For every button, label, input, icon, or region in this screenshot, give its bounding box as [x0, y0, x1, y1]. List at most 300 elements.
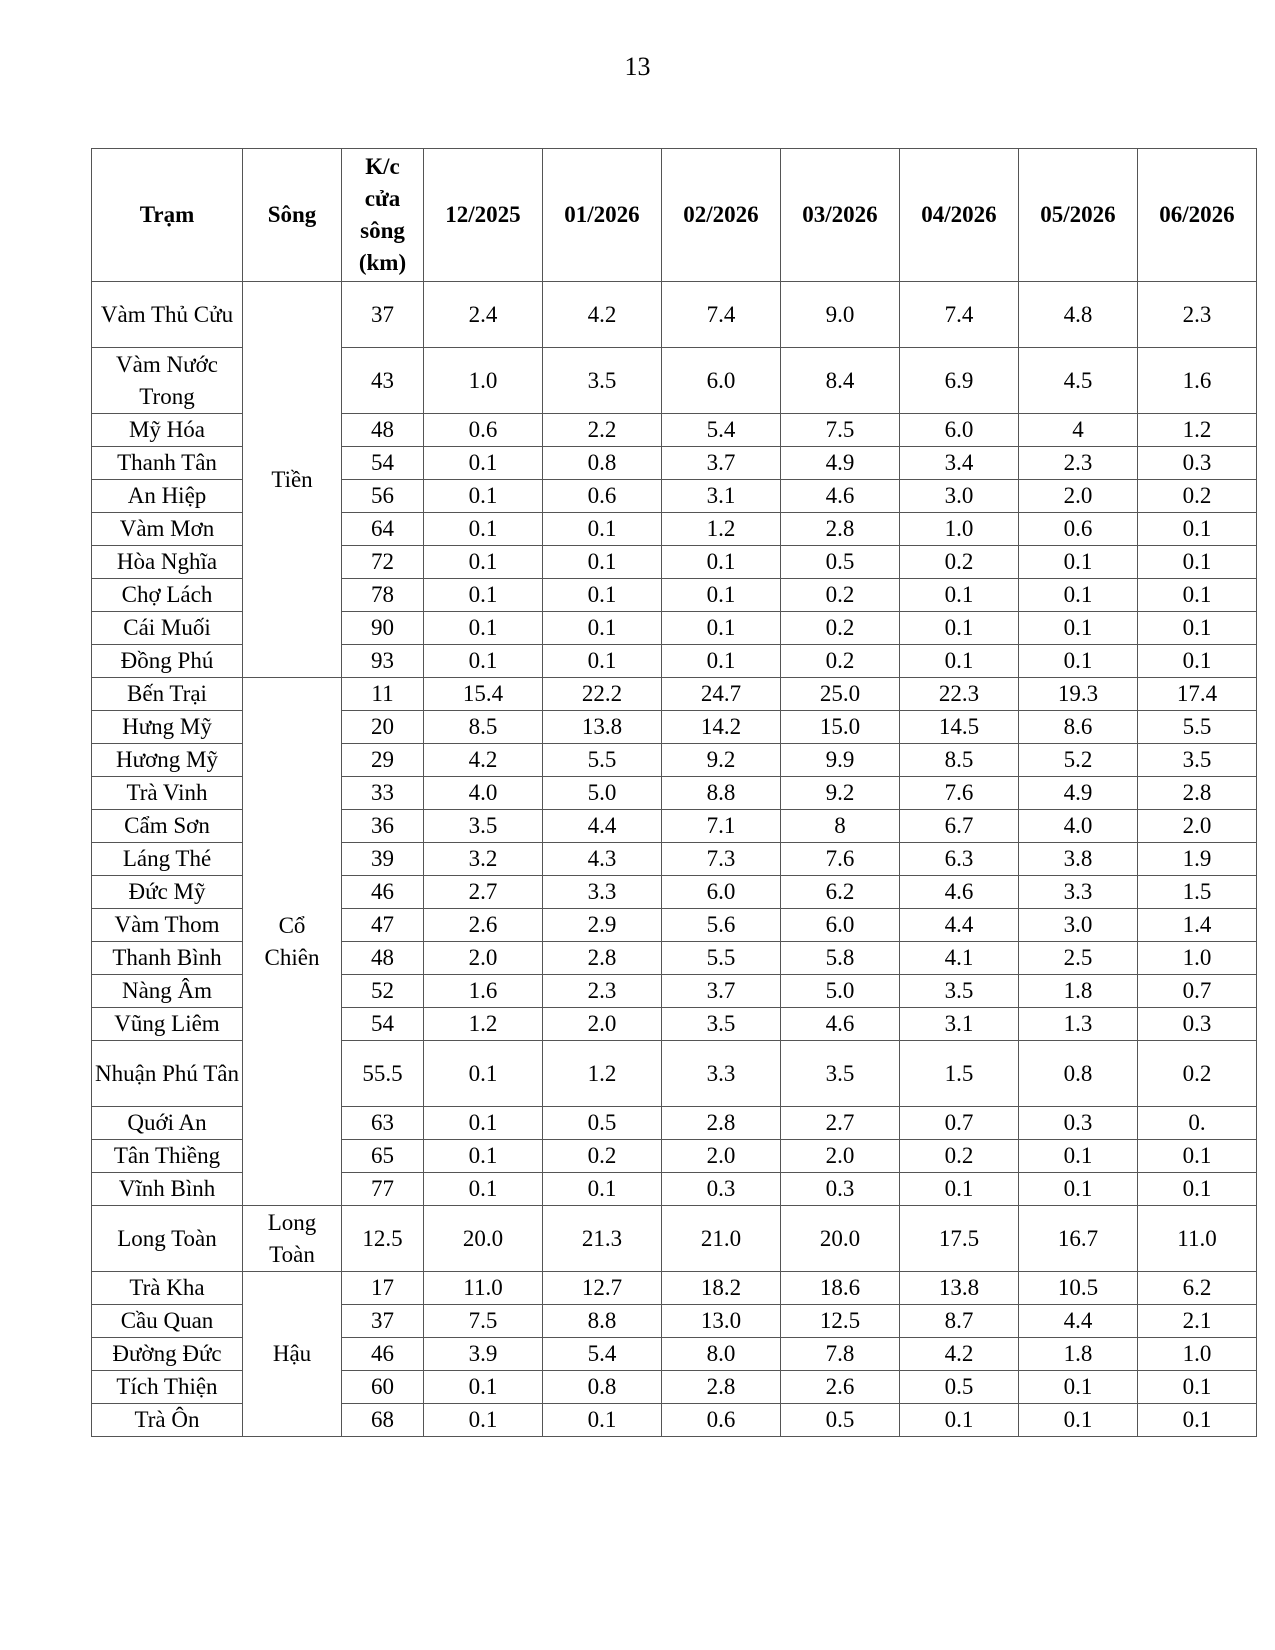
- value-cell: 0.3: [1138, 447, 1257, 480]
- value-cell: 8.7: [900, 1305, 1019, 1338]
- value-cell: 1.8: [1019, 1338, 1138, 1371]
- distance-cell: 68: [342, 1404, 424, 1437]
- value-cell: 0.1: [1019, 546, 1138, 579]
- value-cell: 5.5: [1138, 711, 1257, 744]
- value-cell: 1.5: [900, 1041, 1019, 1107]
- value-cell: 0.1: [424, 1107, 543, 1140]
- value-cell: 14.2: [662, 711, 781, 744]
- value-cell: 0.1: [424, 1404, 543, 1437]
- station-cell: Đồng Phú: [92, 645, 243, 678]
- value-cell: 2.6: [424, 909, 543, 942]
- value-cell: 18.6: [781, 1272, 900, 1305]
- value-cell: 1.2: [543, 1041, 662, 1107]
- value-cell: 2.8: [662, 1371, 781, 1404]
- value-cell: 4.0: [1019, 810, 1138, 843]
- value-cell: 25.0: [781, 678, 900, 711]
- value-cell: 0.1: [1138, 546, 1257, 579]
- distance-cell: 77: [342, 1173, 424, 1206]
- value-cell: 0.5: [543, 1107, 662, 1140]
- value-cell: 4.9: [781, 447, 900, 480]
- value-cell: 2.0: [662, 1140, 781, 1173]
- value-cell: 3.5: [900, 975, 1019, 1008]
- value-cell: 8.8: [543, 1305, 662, 1338]
- station-cell: Vàm Thom: [92, 909, 243, 942]
- value-cell: 1.8: [1019, 975, 1138, 1008]
- distance-cell: 12.5: [342, 1206, 424, 1272]
- header-month: 05/2026: [1019, 149, 1138, 282]
- station-cell: Hương Mỹ: [92, 744, 243, 777]
- value-cell: 1.2: [1138, 414, 1257, 447]
- value-cell: 0.3: [1138, 1008, 1257, 1041]
- distance-cell: 17: [342, 1272, 424, 1305]
- header-month: 12/2025: [424, 149, 543, 282]
- value-cell: 0.3: [662, 1173, 781, 1206]
- value-cell: 15.0: [781, 711, 900, 744]
- value-cell: 3.3: [1019, 876, 1138, 909]
- value-cell: 3.0: [900, 480, 1019, 513]
- value-cell: 6.0: [662, 876, 781, 909]
- station-cell: Hòa Nghĩa: [92, 546, 243, 579]
- value-cell: 3.5: [781, 1041, 900, 1107]
- value-cell: 11.0: [424, 1272, 543, 1305]
- value-cell: 0.1: [1138, 1173, 1257, 1206]
- station-cell: Cái Muối: [92, 612, 243, 645]
- value-cell: 0.5: [781, 546, 900, 579]
- value-cell: 0.1: [424, 645, 543, 678]
- value-cell: 0.1: [1019, 1140, 1138, 1173]
- value-cell: 0.1: [424, 1041, 543, 1107]
- distance-cell: 52: [342, 975, 424, 1008]
- value-cell: 0.1: [1138, 1371, 1257, 1404]
- distance-cell: 11: [342, 678, 424, 711]
- value-cell: 4.4: [900, 909, 1019, 942]
- value-cell: 13.8: [543, 711, 662, 744]
- value-cell: 0.1: [900, 1173, 1019, 1206]
- value-cell: 13.8: [900, 1272, 1019, 1305]
- value-cell: 3.3: [662, 1041, 781, 1107]
- distance-cell: 72: [342, 546, 424, 579]
- distance-cell: 48: [342, 414, 424, 447]
- value-cell: 2.1: [1138, 1305, 1257, 1338]
- value-cell: 0.1: [424, 1173, 543, 1206]
- value-cell: 1.2: [424, 1008, 543, 1041]
- value-cell: 0.1: [1019, 579, 1138, 612]
- header-distance-text: K/c cửa sông (km): [358, 154, 407, 275]
- value-cell: 21.0: [662, 1206, 781, 1272]
- value-cell: 1.0: [900, 513, 1019, 546]
- value-cell: 7.5: [781, 414, 900, 447]
- value-cell: 3.2: [424, 843, 543, 876]
- value-cell: 2.7: [424, 876, 543, 909]
- station-cell: An Hiệp: [92, 480, 243, 513]
- value-cell: 0.7: [900, 1107, 1019, 1140]
- value-cell: 0.2: [1138, 480, 1257, 513]
- value-cell: 9.2: [781, 777, 900, 810]
- distance-cell: 33: [342, 777, 424, 810]
- value-cell: 8: [781, 810, 900, 843]
- value-cell: 2.0: [424, 942, 543, 975]
- station-cell: Long Toàn: [92, 1206, 243, 1272]
- river-cell: Hậu: [243, 1272, 342, 1437]
- page-number: 13: [624, 52, 651, 81]
- value-cell: 2.3: [1019, 447, 1138, 480]
- value-cell: 16.7: [1019, 1206, 1138, 1272]
- value-cell: 5.0: [543, 777, 662, 810]
- value-cell: 2.8: [781, 513, 900, 546]
- value-cell: 4.6: [781, 480, 900, 513]
- value-cell: 4.2: [424, 744, 543, 777]
- value-cell: 0.3: [781, 1173, 900, 1206]
- value-cell: 0.3: [1019, 1107, 1138, 1140]
- value-cell: 4.2: [543, 282, 662, 348]
- table-body: [92, 282, 1257, 1437]
- value-cell: 3.0: [1019, 909, 1138, 942]
- header-station: Trạm: [92, 149, 243, 282]
- distance-cell: 39: [342, 843, 424, 876]
- value-cell: 0.6: [662, 1404, 781, 1437]
- value-cell: 3.5: [1138, 744, 1257, 777]
- value-cell: 8.0: [662, 1338, 781, 1371]
- value-cell: 0.2: [781, 645, 900, 678]
- value-cell: 0.1: [900, 645, 1019, 678]
- value-cell: 0.1: [543, 612, 662, 645]
- value-cell: 1.0: [1138, 1338, 1257, 1371]
- distance-cell: 37: [342, 282, 424, 348]
- distance-cell: 63: [342, 1107, 424, 1140]
- value-cell: 8.4: [781, 348, 900, 414]
- table-row: [92, 1272, 1257, 1305]
- value-cell: 6.9: [900, 348, 1019, 414]
- station-cell: Hưng Mỹ: [92, 711, 243, 744]
- value-cell: 15.4: [424, 678, 543, 711]
- value-cell: 2.3: [543, 975, 662, 1008]
- distance-cell: 90: [342, 612, 424, 645]
- value-cell: 0.8: [1019, 1041, 1138, 1107]
- distance-cell: 64: [342, 513, 424, 546]
- value-cell: 5.2: [1019, 744, 1138, 777]
- value-cell: 5.4: [662, 414, 781, 447]
- value-cell: 3.3: [543, 876, 662, 909]
- value-cell: 0.1: [543, 1173, 662, 1206]
- header-month: 01/2026: [543, 149, 662, 282]
- value-cell: 3.5: [543, 348, 662, 414]
- value-cell: 3.5: [662, 1008, 781, 1041]
- value-cell: 6.2: [781, 876, 900, 909]
- value-cell: 0.1: [543, 1404, 662, 1437]
- value-cell: 0.1: [543, 645, 662, 678]
- value-cell: 1.0: [1138, 942, 1257, 975]
- value-cell: 8.8: [662, 777, 781, 810]
- value-cell: 2.0: [1019, 480, 1138, 513]
- value-cell: 6.0: [662, 348, 781, 414]
- station-cell: Láng Thé: [92, 843, 243, 876]
- value-cell: 3.5: [424, 810, 543, 843]
- station-cell: Vĩnh Bình: [92, 1173, 243, 1206]
- value-cell: 0.1: [1138, 579, 1257, 612]
- value-cell: 6.3: [900, 843, 1019, 876]
- value-cell: 0.1: [1138, 1404, 1257, 1437]
- station-cell: Bến Trại: [92, 678, 243, 711]
- station-cell: Đường Đức: [92, 1338, 243, 1371]
- value-cell: 9.0: [781, 282, 900, 348]
- value-cell: 0.5: [900, 1371, 1019, 1404]
- value-cell: 2.2: [543, 414, 662, 447]
- distance-cell: 48: [342, 942, 424, 975]
- value-cell: 5.0: [781, 975, 900, 1008]
- value-cell: 0.: [1138, 1107, 1257, 1140]
- station-cell: Thanh Tân: [92, 447, 243, 480]
- table-row: [92, 1206, 1257, 1272]
- distance-cell: 78: [342, 579, 424, 612]
- value-cell: 5.4: [543, 1338, 662, 1371]
- station-cell: Vàm Nước Trong: [92, 348, 243, 414]
- value-cell: 22.3: [900, 678, 1019, 711]
- value-cell: 0.1: [543, 513, 662, 546]
- value-cell: 9.2: [662, 744, 781, 777]
- value-cell: 2.6: [781, 1371, 900, 1404]
- value-cell: 7.6: [900, 777, 1019, 810]
- station-cell: Tân Thiềng: [92, 1140, 243, 1173]
- salinity-table: [91, 148, 1257, 1437]
- value-cell: 0.2: [900, 1140, 1019, 1173]
- value-cell: 0.6: [424, 414, 543, 447]
- header-month: 06/2026: [1138, 149, 1257, 282]
- value-cell: 0.1: [1138, 645, 1257, 678]
- value-cell: 3.1: [662, 480, 781, 513]
- value-cell: 0.1: [424, 447, 543, 480]
- table-row: [92, 282, 1257, 348]
- station-cell: Đức Mỹ: [92, 876, 243, 909]
- value-cell: 2.0: [1138, 810, 1257, 843]
- value-cell: 4.8: [1019, 282, 1138, 348]
- value-cell: 3.8: [1019, 843, 1138, 876]
- value-cell: 6.2: [1138, 1272, 1257, 1305]
- value-cell: 7.1: [662, 810, 781, 843]
- value-cell: 7.4: [662, 282, 781, 348]
- value-cell: 0.1: [662, 579, 781, 612]
- value-cell: 4: [1019, 414, 1138, 447]
- value-cell: 7.3: [662, 843, 781, 876]
- station-cell: Mỹ Hóa: [92, 414, 243, 447]
- value-cell: 4.9: [1019, 777, 1138, 810]
- distance-cell: 43: [342, 348, 424, 414]
- value-cell: 0.1: [1019, 1173, 1138, 1206]
- header-river: Sông: [243, 149, 342, 282]
- value-cell: 4.3: [543, 843, 662, 876]
- value-cell: 0.1: [424, 513, 543, 546]
- value-cell: 11.0: [1138, 1206, 1257, 1272]
- value-cell: 2.8: [662, 1107, 781, 1140]
- value-cell: 3.7: [662, 975, 781, 1008]
- value-cell: 4.5: [1019, 348, 1138, 414]
- value-cell: 0.1: [900, 579, 1019, 612]
- value-cell: 0.1: [662, 612, 781, 645]
- value-cell: 5.5: [662, 942, 781, 975]
- value-cell: 0.1: [1138, 1140, 1257, 1173]
- value-cell: 0.6: [1019, 513, 1138, 546]
- header-month: 03/2026: [781, 149, 900, 282]
- station-cell: Trà Kha: [92, 1272, 243, 1305]
- value-cell: 1.3: [1019, 1008, 1138, 1041]
- station-cell: Vàm Mơn: [92, 513, 243, 546]
- value-cell: 0.8: [543, 1371, 662, 1404]
- value-cell: 2.0: [781, 1140, 900, 1173]
- value-cell: 0.2: [781, 579, 900, 612]
- value-cell: 0.1: [900, 1404, 1019, 1437]
- value-cell: 4.6: [781, 1008, 900, 1041]
- value-cell: 8.5: [424, 711, 543, 744]
- value-cell: 6.7: [900, 810, 1019, 843]
- value-cell: 17.4: [1138, 678, 1257, 711]
- value-cell: 19.3: [1019, 678, 1138, 711]
- value-cell: 3.4: [900, 447, 1019, 480]
- value-cell: 2.0: [543, 1008, 662, 1041]
- value-cell: 0.1: [1019, 1404, 1138, 1437]
- value-cell: 2.8: [1138, 777, 1257, 810]
- station-cell: Vàm Thủ Cửu: [92, 282, 243, 348]
- value-cell: 4.4: [1019, 1305, 1138, 1338]
- value-cell: 1.6: [1138, 348, 1257, 414]
- station-cell: Trà Vinh: [92, 777, 243, 810]
- value-cell: 0.1: [424, 1371, 543, 1404]
- value-cell: 24.7: [662, 678, 781, 711]
- value-cell: 0.1: [424, 1140, 543, 1173]
- value-cell: 0.1: [543, 579, 662, 612]
- value-cell: 0.1: [900, 612, 1019, 645]
- value-cell: 2.9: [543, 909, 662, 942]
- distance-cell: 29: [342, 744, 424, 777]
- value-cell: 5.8: [781, 942, 900, 975]
- value-cell: 3.7: [662, 447, 781, 480]
- value-cell: 20.0: [781, 1206, 900, 1272]
- distance-cell: 47: [342, 909, 424, 942]
- value-cell: 5.5: [543, 744, 662, 777]
- value-cell: 22.2: [543, 678, 662, 711]
- river-cell: Cổ Chiên: [243, 678, 342, 1206]
- value-cell: 12.5: [781, 1305, 900, 1338]
- value-cell: 0.1: [1138, 513, 1257, 546]
- value-cell: 3.9: [424, 1338, 543, 1371]
- value-cell: 4.0: [424, 777, 543, 810]
- station-cell: Nhuận Phú Tân: [92, 1041, 243, 1107]
- value-cell: 20.0: [424, 1206, 543, 1272]
- station-cell: Tích Thiện: [92, 1371, 243, 1404]
- value-cell: 10.5: [1019, 1272, 1138, 1305]
- value-cell: 7.5: [424, 1305, 543, 1338]
- value-cell: 1.9: [1138, 843, 1257, 876]
- value-cell: 0.7: [1138, 975, 1257, 1008]
- distance-cell: 60: [342, 1371, 424, 1404]
- river-cell: Long Toàn: [243, 1206, 342, 1272]
- header-row: [92, 149, 1257, 282]
- value-cell: 21.3: [543, 1206, 662, 1272]
- value-cell: 4.6: [900, 876, 1019, 909]
- table-row: [92, 678, 1257, 711]
- value-cell: 0.1: [1019, 645, 1138, 678]
- header-distance: [342, 149, 424, 282]
- value-cell: 8.6: [1019, 711, 1138, 744]
- value-cell: 0.1: [543, 546, 662, 579]
- value-cell: 7.8: [781, 1338, 900, 1371]
- value-cell: 0.1: [424, 480, 543, 513]
- value-cell: 5.6: [662, 909, 781, 942]
- station-cell: Cầu Quan: [92, 1305, 243, 1338]
- value-cell: 17.5: [900, 1206, 1019, 1272]
- value-cell: 0.1: [424, 612, 543, 645]
- station-cell: Chợ Lách: [92, 579, 243, 612]
- value-cell: 0.5: [781, 1404, 900, 1437]
- value-cell: 4.4: [543, 810, 662, 843]
- value-cell: 2.5: [1019, 942, 1138, 975]
- value-cell: 4.1: [900, 942, 1019, 975]
- header-month: 04/2026: [900, 149, 1019, 282]
- value-cell: 1.4: [1138, 909, 1257, 942]
- value-cell: 2.4: [424, 282, 543, 348]
- value-cell: 0.2: [900, 546, 1019, 579]
- station-cell: Vũng Liêm: [92, 1008, 243, 1041]
- header-month: 02/2026: [662, 149, 781, 282]
- value-cell: 1.2: [662, 513, 781, 546]
- distance-cell: 65: [342, 1140, 424, 1173]
- value-cell: 0.2: [543, 1140, 662, 1173]
- value-cell: 0.2: [1138, 1041, 1257, 1107]
- station-cell: Cẩm Sơn: [92, 810, 243, 843]
- distance-cell: 93: [342, 645, 424, 678]
- value-cell: 0.8: [543, 447, 662, 480]
- value-cell: 4.2: [900, 1338, 1019, 1371]
- distance-cell: 56: [342, 480, 424, 513]
- value-cell: 6.0: [900, 414, 1019, 447]
- distance-cell: 36: [342, 810, 424, 843]
- station-cell: Trà Ôn: [92, 1404, 243, 1437]
- value-cell: 1.6: [424, 975, 543, 1008]
- distance-cell: 46: [342, 876, 424, 909]
- value-cell: 0.1: [424, 546, 543, 579]
- station-cell: Quới An: [92, 1107, 243, 1140]
- value-cell: 7.6: [781, 843, 900, 876]
- value-cell: 0.1: [1138, 612, 1257, 645]
- distance-cell: 54: [342, 447, 424, 480]
- value-cell: 0.1: [662, 645, 781, 678]
- value-cell: 0.1: [424, 579, 543, 612]
- value-cell: 2.7: [781, 1107, 900, 1140]
- river-cell: Tiền: [243, 282, 342, 678]
- value-cell: 8.5: [900, 744, 1019, 777]
- distance-cell: 20: [342, 711, 424, 744]
- value-cell: 0.1: [662, 546, 781, 579]
- distance-cell: 37: [342, 1305, 424, 1338]
- value-cell: 7.4: [900, 282, 1019, 348]
- distance-cell: 54: [342, 1008, 424, 1041]
- value-cell: 0.1: [1019, 612, 1138, 645]
- value-cell: 3.1: [900, 1008, 1019, 1041]
- value-cell: 0.2: [781, 612, 900, 645]
- distance-cell: 46: [342, 1338, 424, 1371]
- value-cell: 1.0: [424, 348, 543, 414]
- station-cell: Thanh Bình: [92, 942, 243, 975]
- distance-cell: 55.5: [342, 1041, 424, 1107]
- value-cell: 9.9: [781, 744, 900, 777]
- value-cell: 0.6: [543, 480, 662, 513]
- value-cell: 2.8: [543, 942, 662, 975]
- value-cell: 18.2: [662, 1272, 781, 1305]
- value-cell: 6.0: [781, 909, 900, 942]
- value-cell: 12.7: [543, 1272, 662, 1305]
- value-cell: 14.5: [900, 711, 1019, 744]
- station-cell: Nàng Âm: [92, 975, 243, 1008]
- value-cell: 13.0: [662, 1305, 781, 1338]
- value-cell: 2.3: [1138, 282, 1257, 348]
